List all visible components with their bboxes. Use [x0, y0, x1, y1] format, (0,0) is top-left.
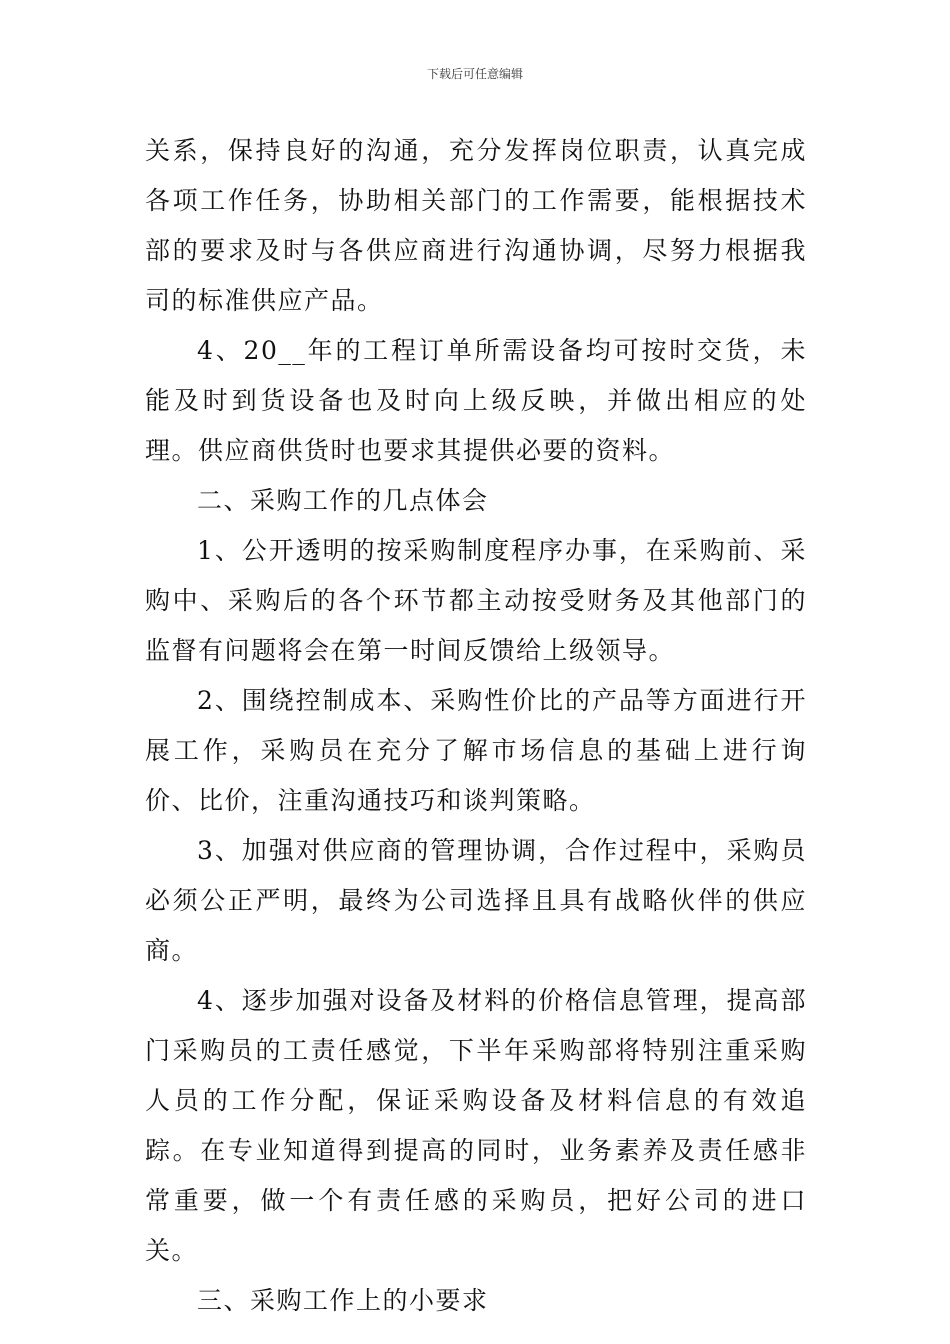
- section-heading-2: 二、采购工作的几点体会: [197, 486, 489, 515]
- paragraph-item-4: 4、逐步加强对设备及材料的价格信息管理，提高部门采购员的工责任感觉，下半年采购部将特别注重采购人员的工作分配，保证采购设备及材料信息的有效追踪。在专业知道得到提高的同时，业务素养及责任感非常重要，做一个有责任感的采购员，把好公司的进口关。: [145, 986, 807, 1265]
- paragraph-item-1: 1、公开透明的按采购制度程序办事，在采购前、采购中、采购后的各个环节都主动按受财务及其他部门的监督有问题将会在第一时间反馈给上级领导。: [145, 536, 807, 665]
- section-heading-3: 三、采购工作上的小要求: [197, 1286, 489, 1315]
- document-body: [145, 126, 807, 1326]
- paragraph-item-2: 2、围绕控制成本、采购性价比的产品等方面进行开展工作，采购员在充分了解市场信息的基础上进行询价、比价，注重沟通技巧和谈判策略。: [145, 686, 807, 815]
- paragraph-item-4-delivery: 4、20__年的工程订单所需设备均可按时交货，未能及时到货设备也及时向上级反映，并做出相应的处理。供应商供货时也要求其提供必要的资料。: [145, 336, 807, 465]
- page-header-note: 下载后可任意编辑: [426, 67, 523, 81]
- paragraph-continuation: 关系，保持良好的沟通，充分发挥岗位职责，认真完成各项工作任务，协助相关部门的工作需要，能根据技术部的要求及时与各供应商进行沟通协调，尽努力根据我司的标准供应产品。: [145, 136, 807, 315]
- paragraph-item-3: 3、加强对供应商的管理协调，合作过程中，采购员必须公正严明，最终为公司选择且具有战略伙伴的供应商。: [145, 836, 807, 965]
